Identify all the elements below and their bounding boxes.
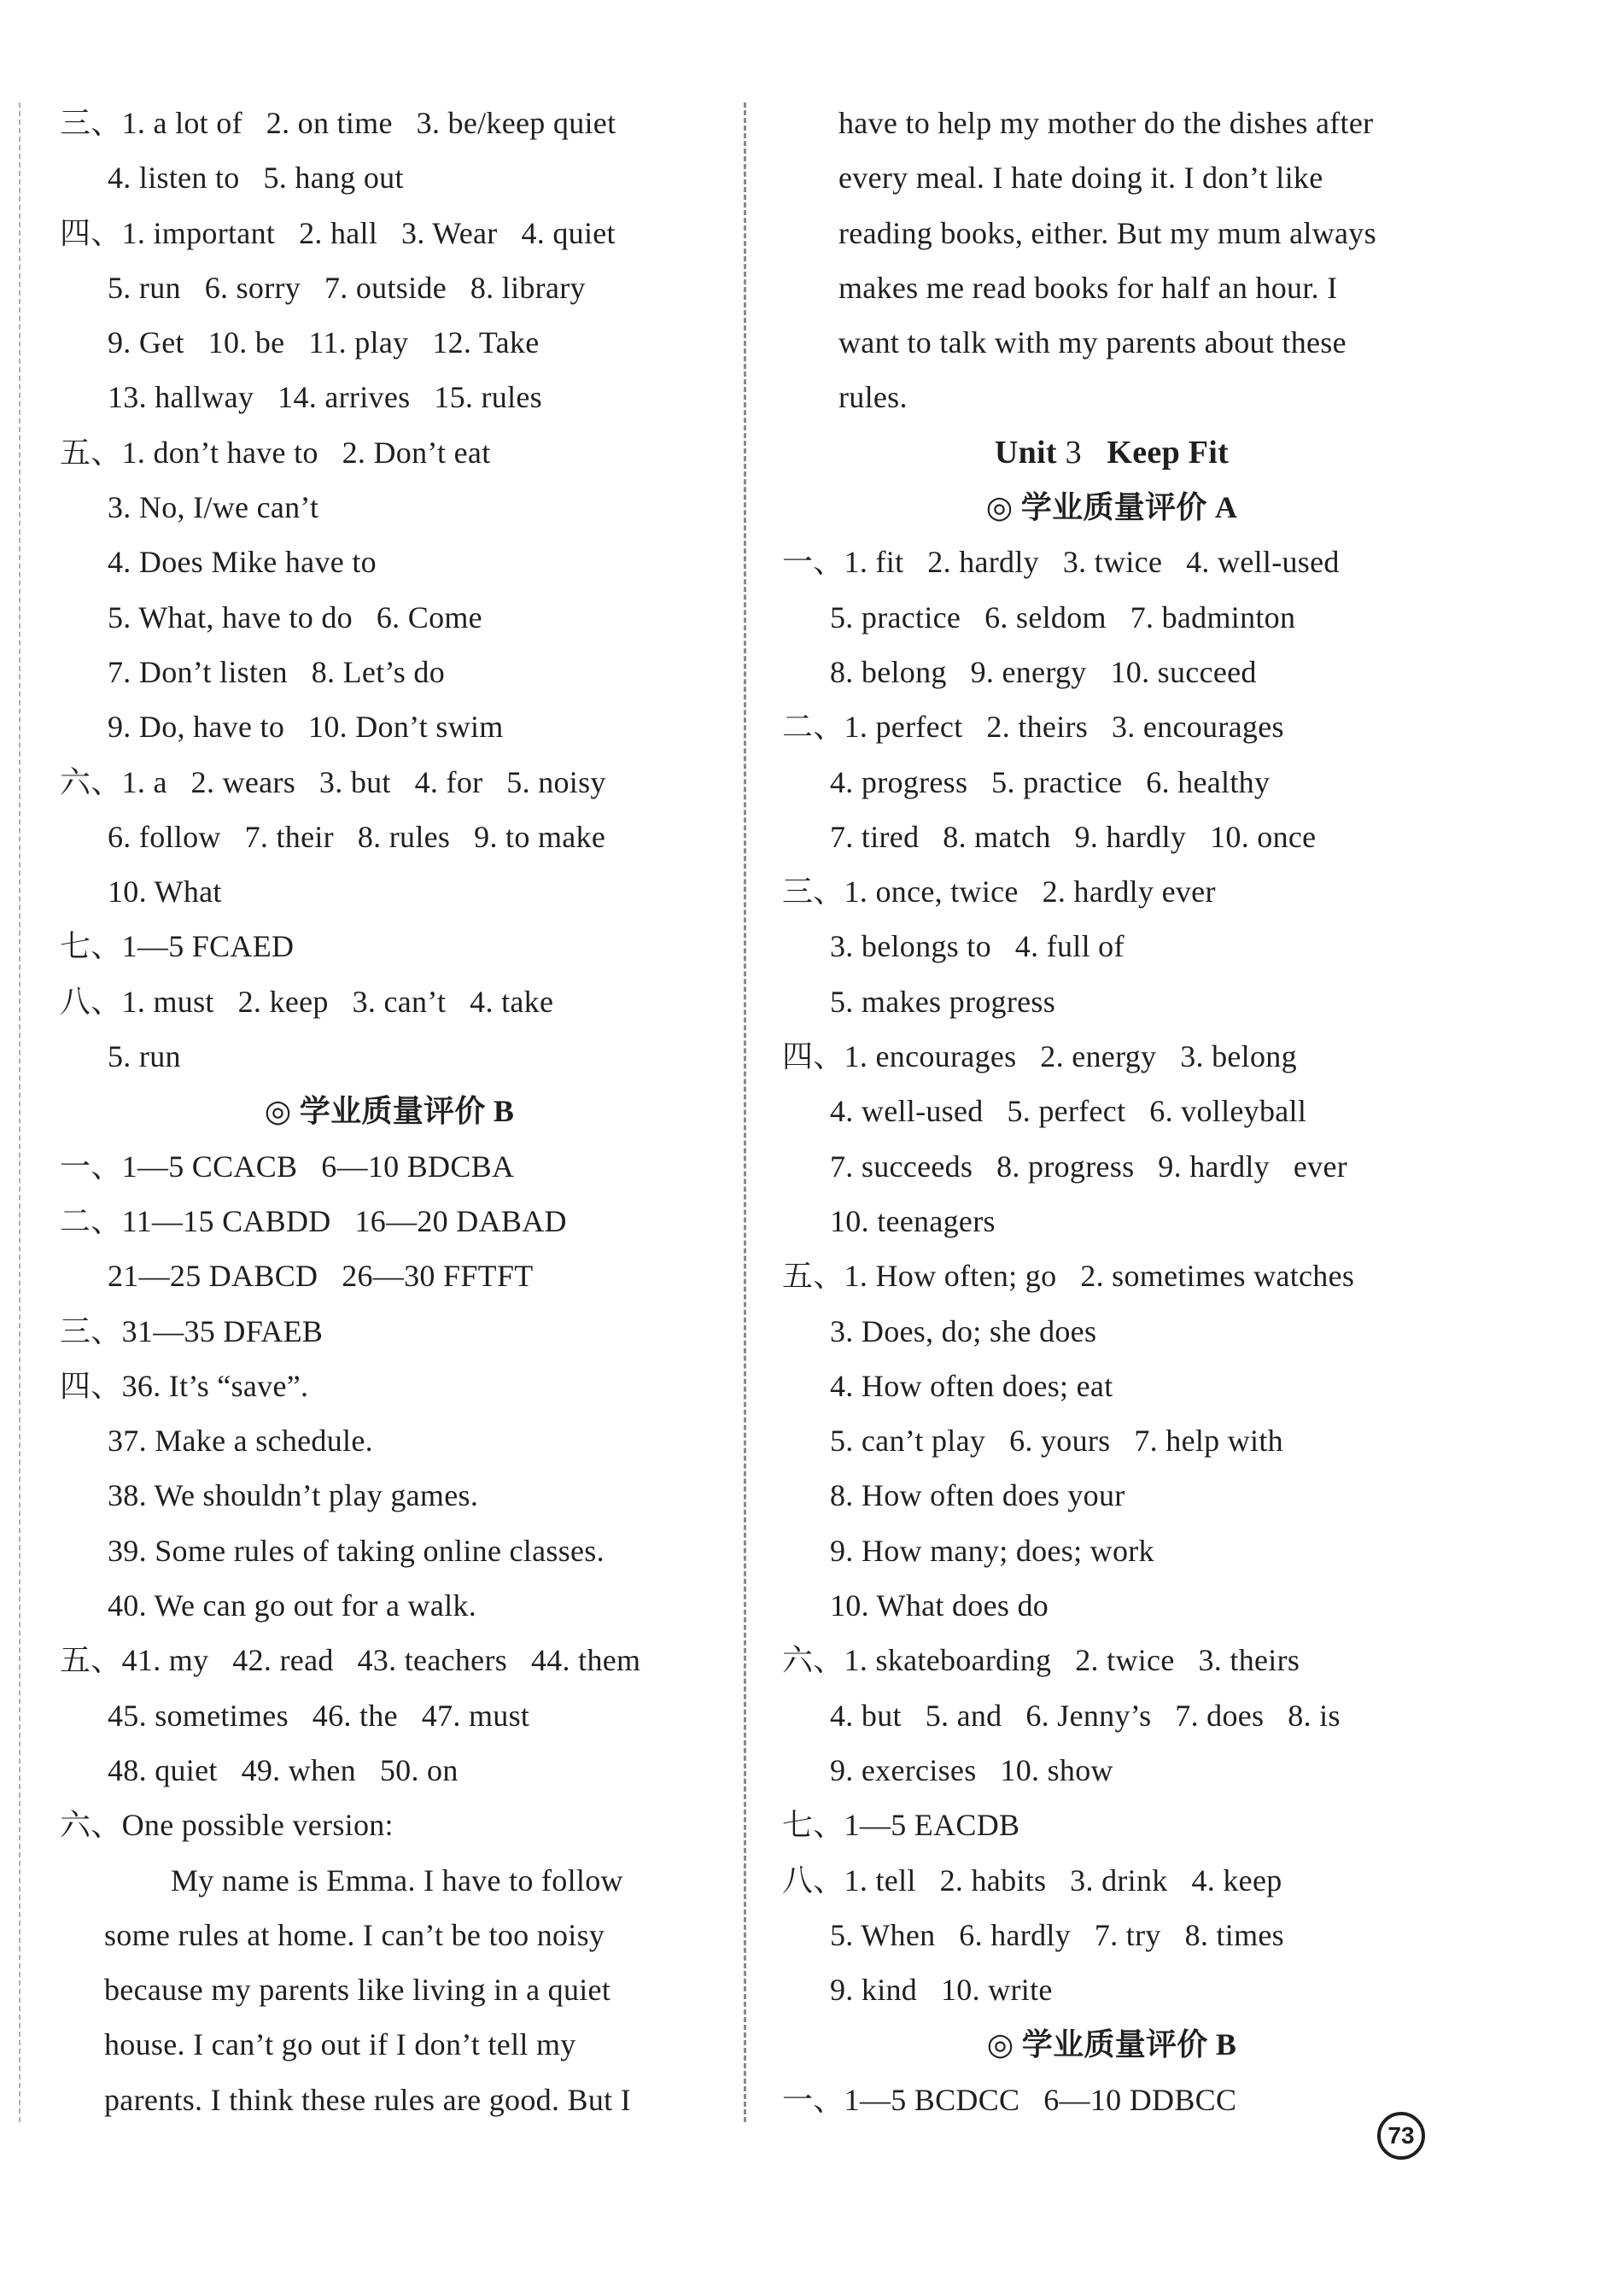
essay-line: every meal. I hate doing it. I don’t like <box>838 161 1323 196</box>
answer-line: 5. practice 6. seldom 7. badminton <box>830 599 1296 635</box>
bullseye-icon: ◎ <box>985 490 1021 525</box>
answer-line: 6. follow 7. their 8. rules 9. to make <box>108 819 606 854</box>
answer-line: 5. What, have to do 6. Come <box>108 599 482 635</box>
essay-line: house. I can’t go out if I don’t tell my <box>104 2027 576 2062</box>
unit-number: 3 <box>1065 434 1107 471</box>
section-heading <box>770 480 1453 535</box>
answer-section-line: 四、1. encourages 2. energy 3. belong <box>782 1039 1297 1074</box>
answer-line: 38. We shouldn’t play games. <box>108 1478 479 1513</box>
answer-section-line: 六、One possible version: <box>60 1808 394 1843</box>
essay-line: rules. <box>838 380 908 415</box>
answer-section-line: 四、36. It’s “save”. <box>60 1368 309 1403</box>
essay-line: parents. I think these rules are good. But I <box>104 2082 632 2117</box>
answer-line: 39. Some rules of taking online classes. <box>108 1533 605 1568</box>
section-heading-text: 学业质量评价 A <box>1020 490 1238 525</box>
unit-name: Keep Fit <box>1107 434 1230 471</box>
answer-section-line: 六、1. a 2. wears 3. but 4. for 5. noisy <box>60 764 606 799</box>
section-heading <box>770 2017 1453 2072</box>
column-divider <box>744 102 746 2122</box>
answer-line: 5. can’t play 6. yours 7. help with <box>830 1424 1283 1459</box>
answer-line: 48. quiet 49. when 50. on <box>108 1752 459 1787</box>
section-heading-text: 学业质量评价 B <box>299 1094 515 1129</box>
section-heading-text: 学业质量评价 B <box>1021 2027 1237 2062</box>
essay-line: because my parents like living in a quiet <box>104 1973 611 2008</box>
left-column <box>48 96 731 2127</box>
answer-line: 4. but 5. and 6. Jenny’s 7. does 8. is <box>830 1698 1341 1733</box>
answer-line: 9. Do, have to 10. Don’t swim <box>108 710 504 745</box>
answer-line: 9. kind 10. write <box>830 1973 1053 2008</box>
answer-section-line: 八、1. must 2. keep 3. can’t 4. take <box>60 984 554 1019</box>
answer-section-line: 二、11—15 CABDD 16—20 DABAD <box>60 1203 567 1238</box>
answer-line: 3. belongs to 4. full of <box>830 929 1125 964</box>
unit-label: Unit <box>994 434 1066 471</box>
answer-line: 4. well-used 5. perfect 6. volleyball <box>830 1094 1307 1129</box>
essay-line: makes me read books for half an hour. I <box>838 270 1338 305</box>
bullseye-icon: ◎ <box>264 1094 300 1129</box>
answer-section-line: 三、1. once, twice 2. hardly ever <box>782 874 1216 909</box>
answer-line: 10. teenagers <box>830 1203 996 1238</box>
answer-line: 9. exercises 10. show <box>830 1752 1113 1787</box>
answer-line: 21—25 DABCD 26—30 FFTFT <box>108 1259 534 1294</box>
answer-line: 3. Does, do; she does <box>830 1313 1097 1348</box>
answer-line: 45. sometimes 46. the 47. must <box>108 1698 530 1733</box>
answer-line: 3. No, I/we can’t <box>108 490 319 525</box>
answer-line: 9. How many; does; work <box>830 1533 1154 1568</box>
bullseye-icon: ◎ <box>986 2027 1022 2062</box>
answer-line: 37. Make a schedule. <box>108 1424 373 1459</box>
answer-section-line: 二、1. perfect 2. theirs 3. encourages <box>782 710 1284 745</box>
essay-line: have to help my mother do the dishes after <box>838 106 1374 140</box>
answer-section-line: 五、1. don’t have to 2. Don’t eat <box>60 435 491 470</box>
right-column <box>770 96 1453 2127</box>
answer-line: 10. What does do <box>830 1588 1049 1623</box>
answer-line: 7. tired 8. match 9. hardly 10. once <box>830 819 1317 854</box>
answer-line: 4. listen to 5. hang out <box>108 161 404 196</box>
answer-line: 8. belong 9. energy 10. succeed <box>830 654 1257 689</box>
essay-line: reading books, either. But my mum always <box>838 215 1376 250</box>
answer-section-line: 三、1. a lot of 2. on time 3. be/keep quiet <box>60 106 616 140</box>
essay-line: My name is Emma. I have to follow <box>171 1863 623 1898</box>
answer-section-line: 一、1—5 BCDCC 6—10 DDBCC <box>782 2082 1237 2117</box>
answer-line: 7. succeeds 8. progress 9. hardly ever <box>830 1149 1348 1184</box>
answer-section-line: 五、1. How often; go 2. sometimes watches <box>782 1259 1355 1294</box>
answer-line: 10. What <box>108 874 222 909</box>
answer-section-line: 四、1. important 2. hall 3. Wear 4. quiet <box>60 215 616 250</box>
answer-section-line: 八、1. tell 2. habits 3. drink 4. keep <box>782 1863 1282 1898</box>
answer-section-line: 一、1. fit 2. hardly 3. twice 4. well-used <box>782 545 1340 580</box>
answer-line: 40. We can go out for a walk. <box>108 1588 477 1623</box>
answer-line: 9. Get 10. be 11. play 12. Take <box>108 325 540 360</box>
answer-line: 4. Does Mike have to <box>108 545 377 580</box>
unit-title <box>770 425 1453 480</box>
answer-line: 8. How often does your <box>830 1478 1125 1513</box>
answer-section-line: 六、1. skateboarding 2. twice 3. theirs <box>782 1643 1300 1678</box>
answer-section-line: 一、1—5 CCACB 6—10 BDCBA <box>60 1149 515 1184</box>
essay-line: some rules at home. I can’t be too noisy <box>104 1917 605 1952</box>
answer-line: 7. Don’t listen 8. Let’s do <box>108 654 446 689</box>
answer-line: 4. How often does; eat <box>830 1368 1113 1403</box>
answer-line: 5. run 6. sorry 7. outside 8. library <box>108 270 586 305</box>
answer-section-line: 三、31—35 DFAEB <box>60 1313 324 1348</box>
left-margin-rule <box>19 102 20 2122</box>
answer-section-line: 七、1—5 FCAED <box>60 929 295 964</box>
answer-line: 5. When 6. hardly 7. try 8. times <box>830 1917 1284 1952</box>
essay-line: want to talk with my parents about these <box>838 325 1347 360</box>
answer-line: 13. hallway 14. arrives 15. rules <box>108 380 542 415</box>
answer-section-line: 七、1—5 EACDB <box>782 1808 1020 1843</box>
section-heading <box>48 1084 731 1138</box>
answer-line: 5. makes progress <box>830 984 1056 1019</box>
answer-line: 4. progress 5. practice 6. healthy <box>830 764 1271 799</box>
answer-section-line: 五、41. my 42. read 43. teachers 44. them <box>60 1643 641 1678</box>
page-number-badge: 73 <box>1377 2112 1425 2160</box>
answer-line: 5. run <box>108 1039 181 1074</box>
